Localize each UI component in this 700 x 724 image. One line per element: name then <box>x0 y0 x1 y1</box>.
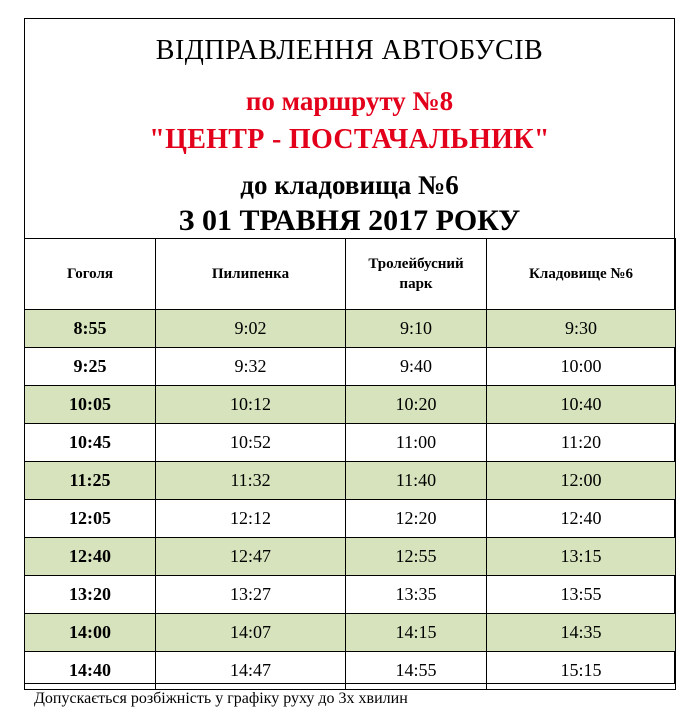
schedule-header <box>25 19 674 239</box>
table-cell: 9:02 <box>156 310 346 348</box>
table-cell: 13:55 <box>487 576 676 614</box>
title-line-destination: до кладовища №6 <box>240 170 459 200</box>
table-row <box>25 576 676 614</box>
table-cell: 12:40 <box>25 538 156 576</box>
column-header: Тролейбусний парк <box>346 239 487 310</box>
table-cell: 11:25 <box>25 462 156 500</box>
table-row <box>25 614 676 652</box>
table-cell: 13:27 <box>156 576 346 614</box>
table-cell: 9:30 <box>487 310 676 348</box>
schedule-note: Допускається розбіжність у графіку руху до 3х хвилин <box>34 690 408 707</box>
column-header: Кладовище №6 <box>487 239 676 310</box>
table-cell: 10:52 <box>156 424 346 462</box>
table-cell: 14:07 <box>156 614 346 652</box>
table-row <box>25 462 676 500</box>
table-cell: 12:40 <box>487 500 676 538</box>
table-cell: 14:55 <box>346 652 487 690</box>
table-cell: 12:00 <box>487 462 676 500</box>
schedule-frame <box>24 18 675 684</box>
table-row <box>25 310 676 348</box>
table-row <box>25 386 676 424</box>
title-line-route-name: "ЦЕНТР - ПОСТАЧАЛЬНИК" <box>149 124 550 155</box>
table-cell: 10:20 <box>346 386 487 424</box>
table-cell: 9:40 <box>346 348 487 386</box>
table-cell: 14:00 <box>25 614 156 652</box>
title-line-route: по маршруту №8 <box>245 86 454 116</box>
table-cell: 14:40 <box>25 652 156 690</box>
table-cell: 10:05 <box>25 386 156 424</box>
table-cell: 13:35 <box>346 576 487 614</box>
table-header-row <box>25 239 676 310</box>
table-cell: 14:35 <box>487 614 676 652</box>
column-header: Пилипенка <box>156 239 346 310</box>
table-cell: 10:40 <box>487 386 676 424</box>
table-row <box>25 652 676 690</box>
column-header: Гоголя <box>25 239 156 310</box>
table-cell: 9:32 <box>156 348 346 386</box>
table-cell: 9:10 <box>346 310 487 348</box>
table-cell: 12:20 <box>346 500 487 538</box>
table-row <box>25 500 676 538</box>
table-cell: 13:15 <box>487 538 676 576</box>
table-cell: 9:25 <box>25 348 156 386</box>
table-cell: 12:47 <box>156 538 346 576</box>
table-cell: 12:05 <box>25 500 156 538</box>
table-cell: 15:15 <box>487 652 676 690</box>
title-line-date: З 01 ТРАВНЯ 2017 РОКУ <box>178 204 521 237</box>
table-cell: 13:20 <box>25 576 156 614</box>
table-cell: 14:15 <box>346 614 487 652</box>
table-cell: 12:55 <box>346 538 487 576</box>
table-row <box>25 424 676 462</box>
table-cell: 10:12 <box>156 386 346 424</box>
table-cell: 10:45 <box>25 424 156 462</box>
table-cell: 12:12 <box>156 500 346 538</box>
title-line-1: ВІДПРАВЛЕННЯ АВТОБУСІВ <box>155 35 544 66</box>
table-cell: 10:00 <box>487 348 676 386</box>
schedule-table <box>24 238 676 690</box>
table-cell: 11:32 <box>156 462 346 500</box>
schedule-body <box>25 310 676 690</box>
table-row <box>25 348 676 386</box>
table-cell: 11:20 <box>487 424 676 462</box>
table-cell: 11:40 <box>346 462 487 500</box>
table-cell: 11:00 <box>346 424 487 462</box>
table-cell: 8:55 <box>25 310 156 348</box>
table-cell: 14:47 <box>156 652 346 690</box>
table-row <box>25 538 676 576</box>
